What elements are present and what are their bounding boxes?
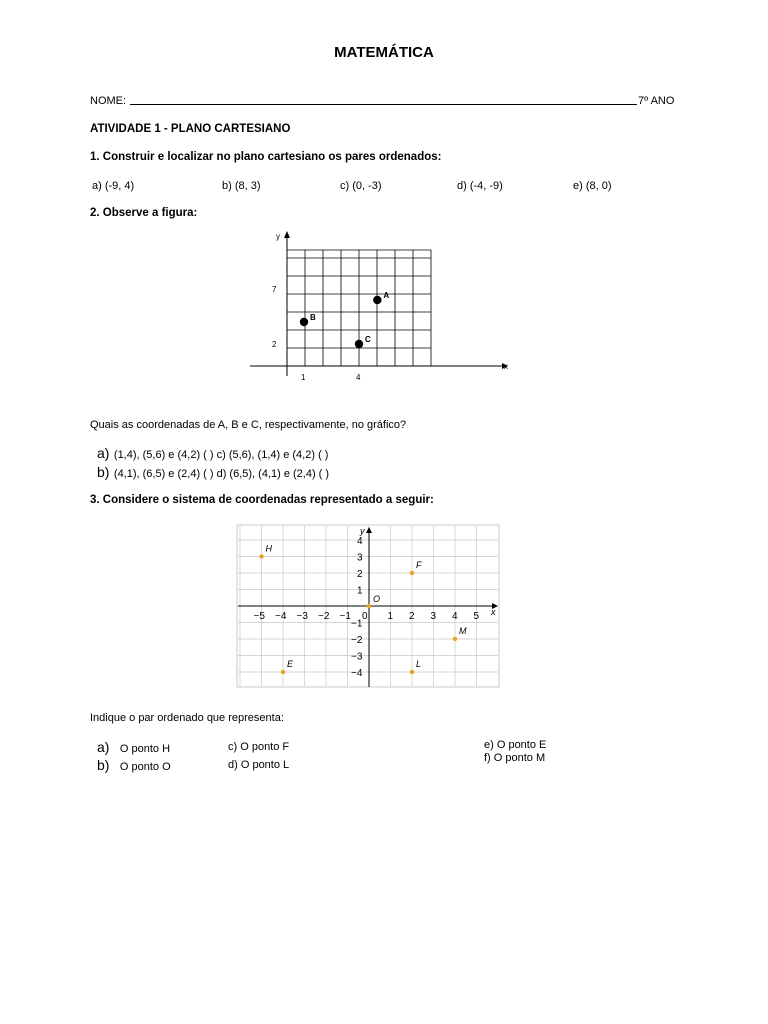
q1-prompt: 1. Construir e localizar no plano cartesiano os pares ordenados: <box>90 151 442 163</box>
fig2-label-l: L <box>416 659 422 669</box>
fig2-x-tick-label: −2 <box>318 611 330 622</box>
q3-opt-e: e) O ponto E <box>484 739 547 751</box>
fig1-y-tick-7: 7 <box>272 285 277 294</box>
q3-opt-b-text: O ponto O <box>119 761 171 773</box>
figure-2-coordinate-system <box>236 524 500 688</box>
fig2-point-o <box>367 604 371 608</box>
fig1-point-b <box>300 318 308 326</box>
q2-opt-a-text: (1,4), (5,6) e (4,2) ( ) c) (5,6), (1,4) e (4,2) ( ) <box>113 449 329 461</box>
fig2-x-tick-label: 2 <box>409 611 415 622</box>
fig2-label-o: O <box>373 594 381 604</box>
fig2-y-tick-label: −1 <box>351 618 363 630</box>
q3-opt-c: c) O ponto F <box>228 741 290 753</box>
fig2-point-l <box>410 670 414 674</box>
fig2-y-tick-label: −4 <box>351 668 363 679</box>
fig2-y-tick-label: 2 <box>357 569 363 580</box>
fig1-label-b: B <box>310 313 316 322</box>
q3-opt-a-letter: a) <box>97 739 110 755</box>
q1-option-b: b) (8, 3) <box>222 180 261 192</box>
fig2-y-tick-label: −2 <box>351 635 363 646</box>
fig2-x-tick-label: 5 <box>473 611 480 622</box>
activity-title: ATIVIDADE 1 - PLANO CARTESIANO <box>90 123 291 135</box>
q2-prompt: 2. Observe a figura: <box>90 207 198 219</box>
fig2-y-tick-label: 1 <box>357 585 363 597</box>
fig1-axis-y-label: y <box>276 232 280 241</box>
fig2-x-tick-label: 0 <box>362 611 368 622</box>
q1-option-a: a) (-9, 4) <box>92 180 135 192</box>
q2-opt-b-text: (4,1), (6,5) e (2,4) ( ) d) (6,5), (4,1) e (2,4) ( ) <box>113 468 330 480</box>
fig2-point-e <box>281 670 285 674</box>
q3-opt-d: d) O ponto L <box>228 759 290 771</box>
fig2-y-tick-label: 3 <box>357 552 363 564</box>
q3-opt-a-text: O ponto H <box>119 743 171 755</box>
fig2-x-tick-label: 1 <box>387 611 394 622</box>
fig2-point-h <box>259 554 263 558</box>
q3-opt-f: f) O ponto M <box>484 752 546 764</box>
q2-opt-a-letter: a) <box>97 445 110 461</box>
q1-option-c: c) (0, -3) <box>340 180 382 192</box>
fig2-x-tick-label: −5 <box>253 611 265 622</box>
fig1-label-c: C <box>365 335 371 344</box>
fig1-x-tick-4: 4 <box>356 373 361 382</box>
fig1-label-a: A <box>383 291 390 300</box>
fig1-point-c <box>355 340 363 348</box>
fig2-x-tick-label: 3 <box>430 611 437 622</box>
fig2-y-tick-label: 4 <box>357 536 363 547</box>
page-title: MATEMÁTICA <box>334 44 434 61</box>
fig2-x-tick-label: 4 <box>452 611 458 622</box>
fig1-x-tick-1: 1 <box>301 373 306 382</box>
fig2-axis-y-label: y <box>360 526 365 536</box>
fig2-x-tick-label: −4 <box>275 611 287 622</box>
fig2-y-tick-label: −3 <box>351 651 363 663</box>
fig2-axis-x-label: x <box>491 607 496 617</box>
nome-input-line[interactable] <box>130 104 637 105</box>
q3-prompt: 3. Considere o sistema de coordenadas representado a seguir: <box>90 494 434 506</box>
fig1-y-tick-2: 2 <box>272 340 277 349</box>
fig2-label-e: E <box>287 659 294 669</box>
fig2-label-h: H <box>265 543 272 554</box>
fig2-x-tick-label: −3 <box>296 611 308 622</box>
fig2-label-m: M <box>459 626 467 636</box>
q3-question: Indique o par ordenado que representa: <box>90 712 284 724</box>
q2-opt-b-letter: b) <box>97 464 110 480</box>
fig2-point-m <box>453 637 457 641</box>
q2-question: Quais as coordenadas de A, B e C, respectivamente, no gráfico? <box>90 419 407 431</box>
fig2-point-f <box>410 571 414 575</box>
fig2-label-f: F <box>416 560 422 570</box>
figure-1-grid <box>250 226 520 386</box>
fig1-point-a <box>373 296 381 304</box>
ano-label: 7º ANO <box>638 95 675 107</box>
q1-option-d: d) (-4, -9) <box>457 180 503 192</box>
fig2-x-tick-label: −1 <box>339 611 351 622</box>
nome-label: NOME: <box>90 95 127 107</box>
q3-opt-b-letter: b) <box>97 757 110 773</box>
fig1-axis-x-label: x <box>504 362 508 371</box>
q1-option-e: e) (8, 0) <box>573 180 612 192</box>
